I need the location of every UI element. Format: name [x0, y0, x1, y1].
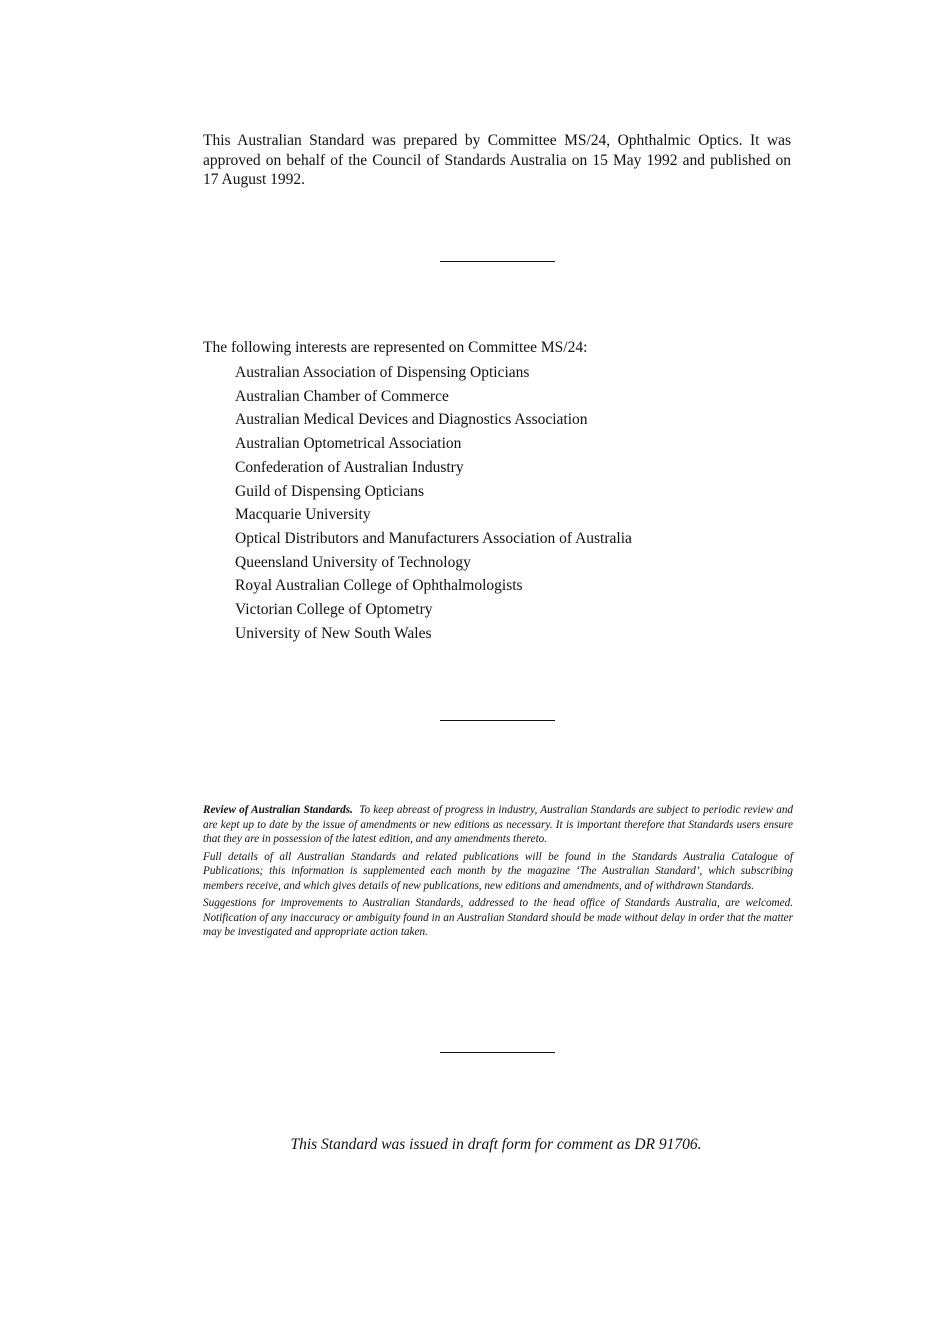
- committee-member: Guild of Dispensing Opticians: [235, 482, 424, 500]
- divider-rule: [440, 720, 555, 721]
- committee-member: Australian Medical Devices and Diagnostics Association: [235, 411, 588, 429]
- committee-section: [203, 338, 803, 645]
- suggestions-paragraph: Suggestions for improvements to Australian Standards, addressed to the head office of Standards Australia, are welcomed. Notification of any inaccuracy or ambiguity found in an Australian Standard should be made without delay in order that the matter may be investigated and appropriate action taken.: [203, 897, 793, 938]
- preparation-statement: This Australian Standard was prepared by Committee MS/24, Ophthalmic Optics. It was approved on behalf of the Council of Standards Australia on 15 May 1992 and published on 17 August 1992.: [203, 132, 791, 188]
- committee-member-list: [235, 361, 803, 645]
- committee-heading: The following interests are represented on Committee MS/24:: [203, 339, 588, 356]
- committee-member: Macquarie University: [235, 506, 371, 524]
- draft-note: This Standard was issued in draft form for comment as DR 91706.: [290, 1136, 702, 1153]
- divider-rule: [440, 261, 555, 262]
- committee-member: Australian Optometrical Association: [235, 435, 462, 453]
- committee-member: Queensland University of Technology: [235, 553, 471, 571]
- committee-member: University of New South Wales: [235, 624, 432, 642]
- catalogue-paragraph: Full details of all Australian Standards and related publications will be found in the Standards Australia Catalogue of Publications; this information is supplemented each month by the magazine ‘The Australian Standard’, which subscribing members receive, and which gives details of new publications, new editions and amendments, and of withdrawn Standards.: [203, 850, 793, 892]
- committee-member: Confederation of Australian Industry: [235, 458, 464, 476]
- review-text: To keep abreast of progress in industry, Australian Standards are subject to periodic review and are kept up to date by the issue of amendments or new editions as necessary. It is important therefore that Standards users ensure that they are in possession of the latest edition, and any amendments thereto.: [203, 804, 794, 845]
- committee-member: Australian Association of Dispensing Opticians: [235, 364, 530, 381]
- review-paragraph: [203, 803, 793, 847]
- committee-member: Optical Distributors and Manufacturers Association of Australia: [235, 529, 632, 547]
- committee-member: Victorian College of Optometry: [235, 601, 433, 619]
- committee-member: Australian Chamber of Commerce: [235, 387, 449, 405]
- divider-rule: [440, 1052, 555, 1053]
- review-heading: Review of Australian Standards.: [203, 804, 353, 816]
- committee-member: Royal Australian College of Ophthalmologists: [235, 577, 523, 595]
- review-notice: [203, 803, 793, 943]
